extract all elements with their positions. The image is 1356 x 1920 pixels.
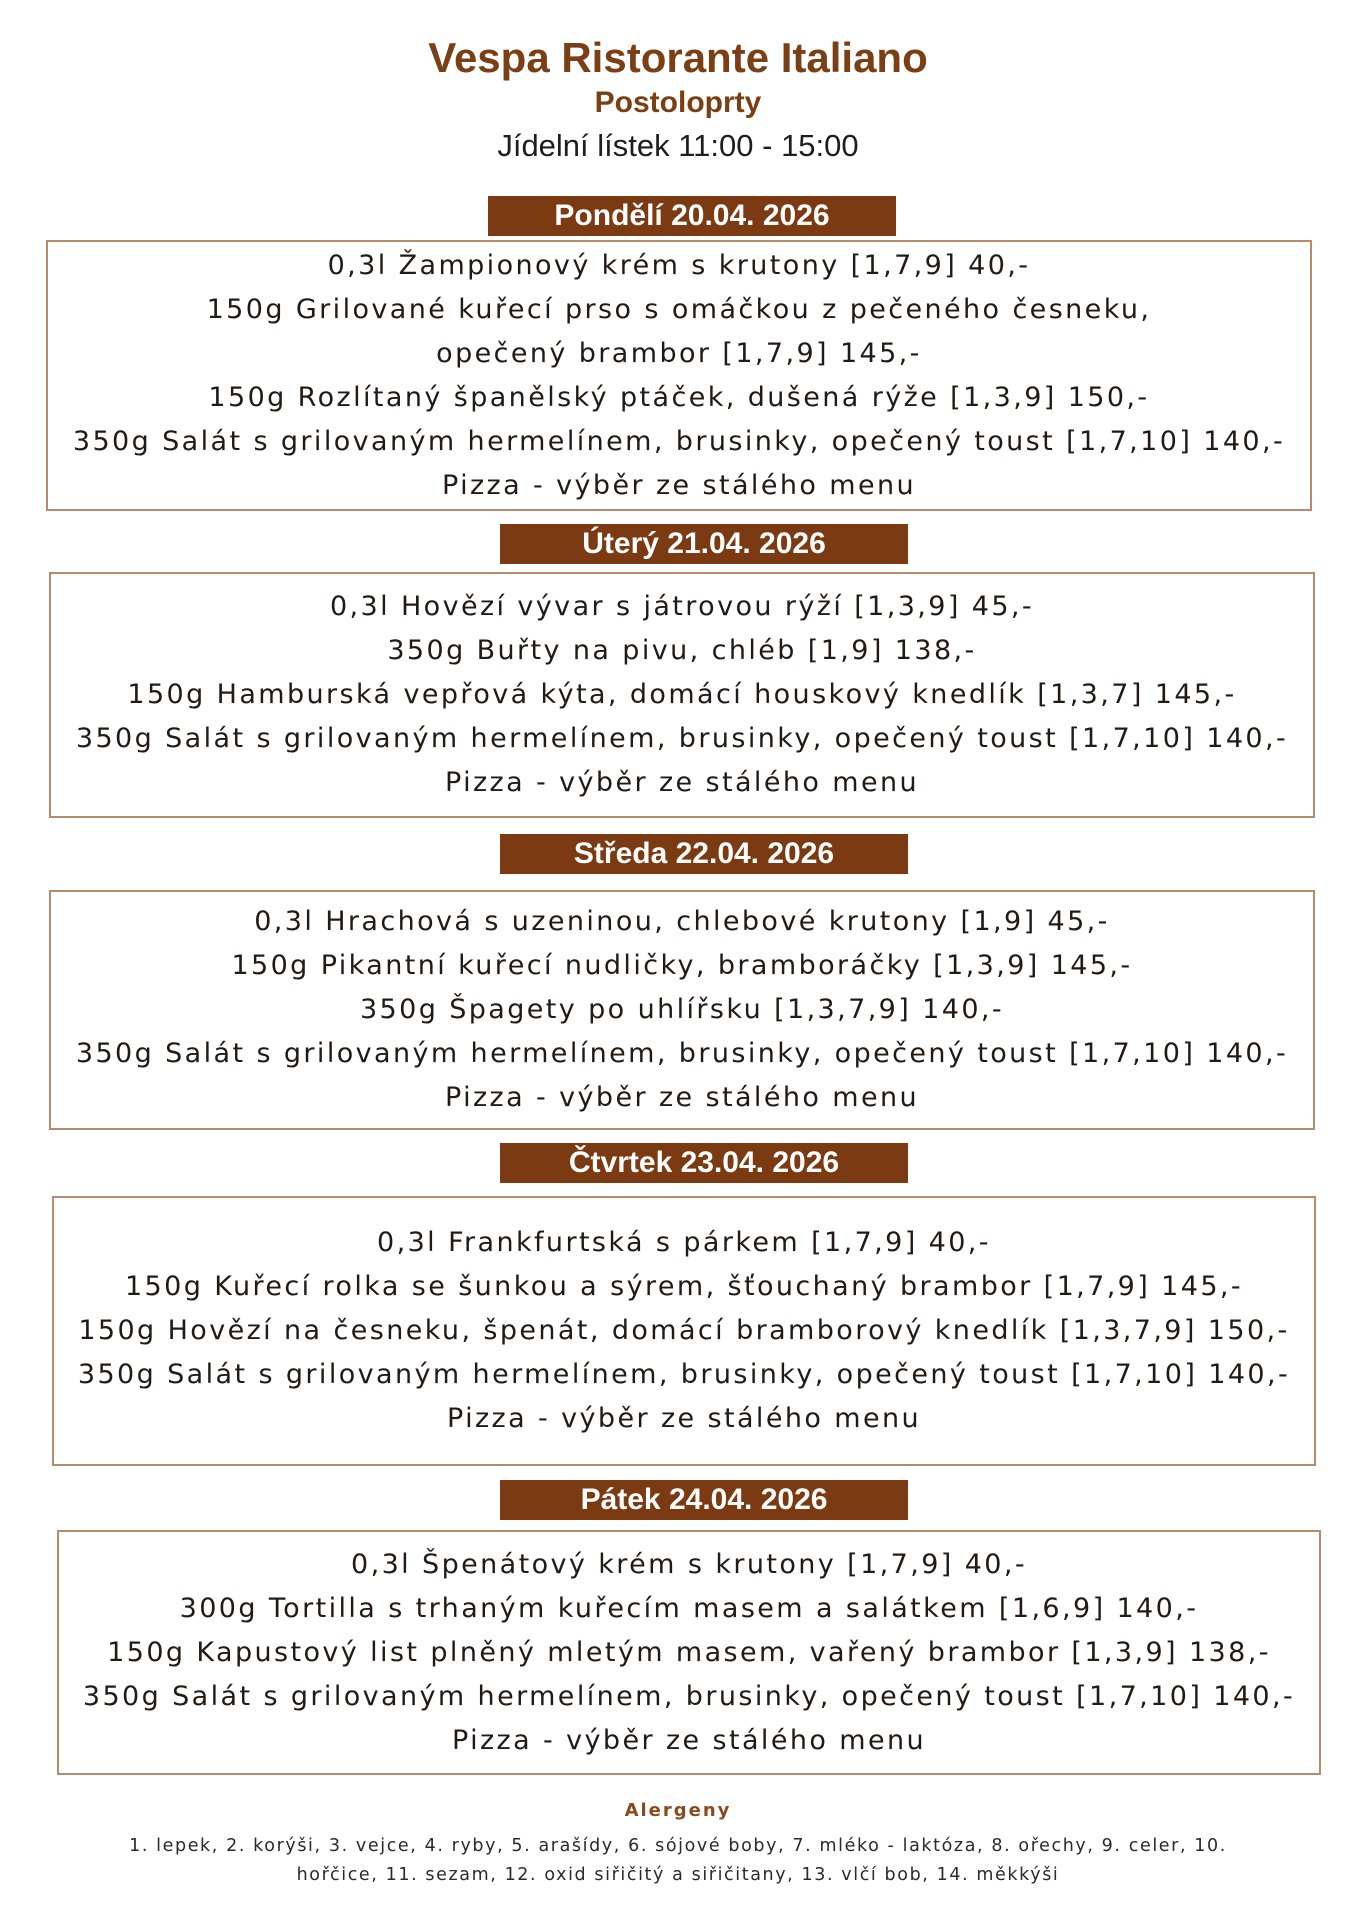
dish-item: 0,3l Špenátový krém s krutony [1,7,9] 40,- (351, 1548, 1027, 1580)
dish-item: 150g Hamburská vepřová kýta, domácí houskový knedlík [1,3,7] 145,- (127, 679, 1237, 710)
dish-item: 350g Buřty na pivu, chléb [1,9] 138,- (387, 635, 977, 666)
dish-item: 350g Špagety po uhlířsku [1,3,7,9] 140,- (359, 994, 1005, 1025)
day-box-friday (57, 1530, 1321, 1775)
restaurant-name: Vespa Ristorante Italiano (428, 34, 928, 81)
dish-item: 150g Rozlítaný španělský ptáček, dušená rýže [1,3,9] 150,- (208, 381, 1150, 413)
day-box-tuesday (49, 572, 1315, 818)
allergens-line: 1. lepek, 2. korýši, 3. vejce, 4. ryby, 5. arašídy, 6. sójové boby, 7. mléko - laktóza, 8. ořechy, 9. celer, 10. (129, 1836, 1227, 1856)
dish-item: 150g Grilované kuřecí prso s omáčkou z pečeného česneku, (206, 293, 1152, 325)
allergens-title: Alergeny (624, 1800, 732, 1821)
day-box-wednesday (49, 890, 1315, 1130)
day-label-friday: Pátek 24.04. 2026 (500, 1480, 908, 1520)
dish-item: 350g Salát s grilovaným hermelínem, brusinky, opečený toust [1,7,10] 140,- (75, 1038, 1289, 1069)
dish-item: 0,3l Hrachová s uzeninou, chlebové krutony [1,9] 45,- (254, 906, 1110, 937)
day-label-tuesday: Úterý 21.04. 2026 (500, 524, 908, 564)
allergens-list (60, 1832, 1296, 1890)
allergens-line: hořčice, 11. sezam, 12. oxid siřičitý a siřičitany, 13. vlčí bob, 14. měkkýši (296, 1865, 1060, 1885)
dish-item: Pizza - výběr ze stálého menu (446, 1403, 921, 1434)
dish-item: 150g Pikantní kuřecí nudličky, bramboráčky [1,3,9] 145,- (231, 950, 1133, 981)
dish-item: Pizza - výběr ze stálého menu (444, 1082, 919, 1113)
day-label-thursday: Čtvrtek 23.04. 2026 (500, 1143, 908, 1183)
dish-item: Pizza - výběr ze stálého menu (444, 767, 919, 798)
dish-item: Pizza - výběr ze stálého menu (441, 469, 916, 501)
menu-hours: Jídelní lístek 11:00 - 15:00 (497, 128, 859, 163)
dish-item: 350g Salát s grilovaným hermelínem, brusinky, opečený toust [1,7,10] 140,- (82, 1680, 1296, 1712)
restaurant-location: Postoloprty (594, 86, 762, 119)
dish-item: 0,3l Žampionový krém s krutony [1,7,9] 40,- (327, 249, 1031, 281)
dish-item: 150g Kapustový list plněný mletým masem, vařený brambor [1,3,9] 138,- (107, 1636, 1271, 1668)
day-box-thursday (52, 1196, 1316, 1466)
dish-item: 0,3l Frankfurtská s párkem [1,7,9] 40,- (377, 1227, 991, 1258)
dish-item: 0,3l Hovězí vývar s játrovou rýží [1,3,9] 45,- (329, 591, 1035, 622)
dish-item: 150g Hovězí na česneku, špenát, domácí bramborový knedlík [1,3,7,9] 150,- (78, 1315, 1290, 1346)
dish-item: opečený brambor [1,7,9] 145,- (436, 337, 922, 369)
dish-item: Pizza - výběr ze stálého menu (451, 1724, 926, 1756)
dish-item: 150g Kuřecí rolka se šunkou a sýrem, šťouchaný brambor [1,7,9] 145,- (124, 1271, 1244, 1302)
dish-item: 300g Tortilla s trhaným kuřecím masem a salátkem [1,6,9] 140,- (179, 1592, 1199, 1624)
dish-item: 350g Salát s grilovaným hermelínem, brusinky, opečený toust [1,7,10] 140,- (77, 1359, 1291, 1390)
day-label-monday: Pondělí 20.04. 2026 (488, 196, 896, 236)
dish-item: 350g Salát s grilovaným hermelínem, brusinky, opečený toust [1,7,10] 140,- (72, 425, 1286, 457)
day-label-wednesday: Středa 22.04. 2026 (500, 834, 908, 874)
day-box-monday (46, 240, 1312, 511)
dish-item: 350g Salát s grilovaným hermelínem, brusinky, opečený toust [1,7,10] 140,- (75, 723, 1289, 754)
